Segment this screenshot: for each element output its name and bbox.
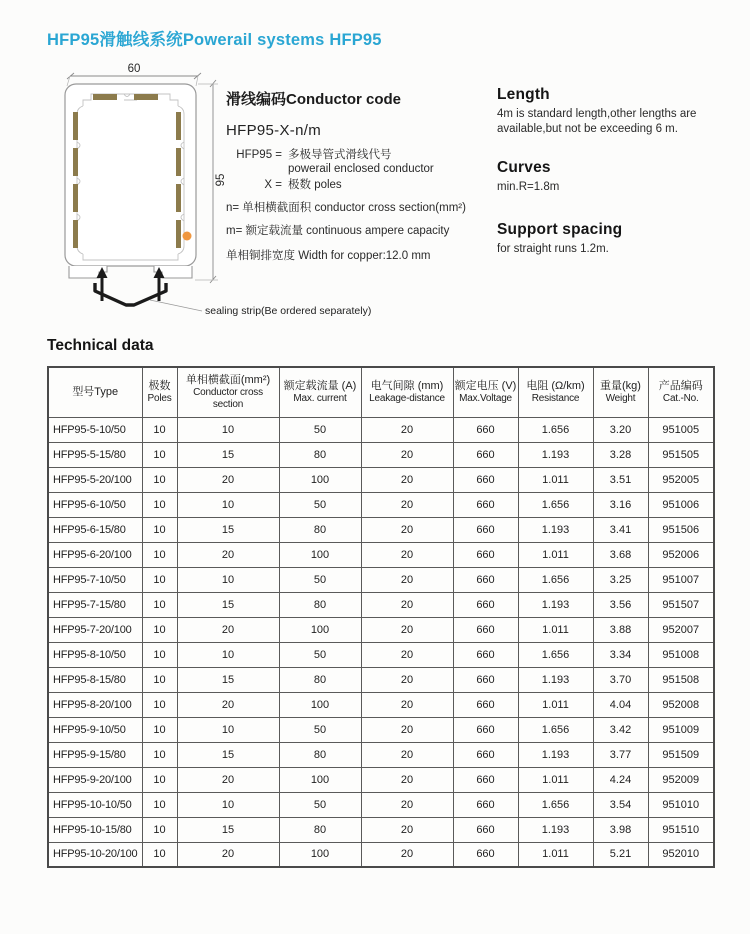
cell-cat-no: 951510 — [648, 817, 714, 842]
cell-resistance: 1.193 — [518, 667, 593, 692]
cell-poles: 10 — [142, 592, 177, 617]
cell-cross-section: 15 — [177, 742, 279, 767]
cell-resistance: 1.656 — [518, 417, 593, 442]
column-header-cat-no — [648, 367, 714, 417]
table-row — [48, 742, 714, 767]
cell-voltage: 660 — [453, 567, 518, 592]
cell-cat-no: 952009 — [648, 767, 714, 792]
table-row — [48, 717, 714, 742]
cell-resistance: 1.193 — [518, 742, 593, 767]
cell-max-current: 50 — [279, 642, 361, 667]
conductor-code-formula: HFP95-X-n/m — [226, 122, 321, 139]
cell-cat-no: 951006 — [648, 492, 714, 517]
column-header-zh: 额定电压 (V) — [454, 379, 517, 392]
cell-leakage: 20 — [361, 717, 453, 742]
column-header-en: Weight — [605, 392, 636, 404]
cell-leakage: 20 — [361, 517, 453, 542]
length-title: Length — [497, 86, 550, 103]
height-dim-label: 95 — [215, 173, 227, 187]
cell-cross-section: 15 — [177, 817, 279, 842]
cell-leakage: 20 — [361, 817, 453, 842]
cell-type: HFP95-7-10/50 — [48, 567, 142, 592]
cell-type: HFP95-5-10/50 — [48, 417, 142, 442]
table-row — [48, 417, 714, 442]
cell-resistance: 1.193 — [518, 817, 593, 842]
cell-cat-no: 951007 — [648, 567, 714, 592]
cell-cross-section: 10 — [177, 642, 279, 667]
cell-resistance: 1.011 — [518, 842, 593, 867]
cell-weight: 3.88 — [593, 617, 648, 642]
cell-type: HFP95-9-15/80 — [48, 742, 142, 767]
cell-cat-no: 952010 — [648, 842, 714, 867]
cell-cat-no: 952005 — [648, 467, 714, 492]
cell-max-current: 100 — [279, 542, 361, 567]
cell-leakage: 20 — [361, 542, 453, 567]
cell-voltage: 660 — [453, 817, 518, 842]
cell-type: HFP95-9-20/100 — [48, 767, 142, 792]
cell-max-current: 80 — [279, 817, 361, 842]
column-header-cross-section — [177, 367, 279, 417]
cell-resistance: 1.011 — [518, 617, 593, 642]
cell-leakage: 20 — [361, 492, 453, 517]
cell-cat-no: 951005 — [648, 417, 714, 442]
column-header-en: Conductor cross section — [193, 386, 263, 410]
cell-max-current: 50 — [279, 717, 361, 742]
cell-max-current: 50 — [279, 567, 361, 592]
cell-weight: 5.21 — [593, 842, 648, 867]
cell-voltage: 660 — [453, 592, 518, 617]
cell-leakage: 20 — [361, 792, 453, 817]
cell-resistance: 1.656 — [518, 642, 593, 667]
table-header-row — [48, 367, 714, 417]
cell-cat-no: 951507 — [648, 592, 714, 617]
cell-resistance: 1.011 — [518, 767, 593, 792]
cell-resistance: 1.656 — [518, 567, 593, 592]
cell-resistance: 1.193 — [518, 517, 593, 542]
length-body: 4m is standard length,other lengths are available,but not be exceeding 6 m. — [497, 108, 697, 135]
cell-poles: 10 — [142, 567, 177, 592]
column-header-zh: 额定载流量 (A) — [283, 379, 357, 392]
table-row — [48, 792, 714, 817]
cell-type: HFP95-10-20/100 — [48, 842, 142, 867]
cell-cross-section: 10 — [177, 567, 279, 592]
curves-title: Curves — [497, 158, 551, 176]
cell-cross-section: 20 — [177, 842, 279, 867]
cell-max-current: 100 — [279, 617, 361, 642]
def-text-x: 极数 poles — [288, 178, 342, 191]
column-header-resistance — [518, 367, 593, 417]
table-row — [48, 667, 714, 692]
cell-voltage: 660 — [453, 642, 518, 667]
cell-poles: 10 — [142, 417, 177, 442]
def-text-hfp95-zh: 多极导管式滑线代号 — [288, 149, 392, 161]
cell-voltage: 660 — [453, 717, 518, 742]
table-row — [48, 767, 714, 792]
table-row — [48, 492, 714, 517]
cell-resistance: 1.656 — [518, 717, 593, 742]
cell-weight: 3.98 — [593, 817, 648, 842]
cell-cross-section: 20 — [177, 617, 279, 642]
cell-cat-no: 952007 — [648, 617, 714, 642]
technical-table — [47, 366, 715, 868]
cell-poles: 10 — [142, 717, 177, 742]
table-row — [48, 817, 714, 842]
cell-leakage: 20 — [361, 567, 453, 592]
column-header-en: Leakage-distance — [369, 392, 445, 404]
cell-resistance: 1.011 — [518, 542, 593, 567]
cell-weight: 3.16 — [593, 492, 648, 517]
cell-cross-section: 15 — [177, 442, 279, 467]
cell-voltage: 660 — [453, 692, 518, 717]
table-row — [48, 692, 714, 717]
cell-weight: 3.25 — [593, 567, 648, 592]
cell-max-current: 80 — [279, 442, 361, 467]
cell-cross-section: 10 — [177, 792, 279, 817]
table-row — [48, 542, 714, 567]
cell-voltage: 660 — [453, 667, 518, 692]
cell-poles: 10 — [142, 842, 177, 867]
cell-type: HFP95-10-10/50 — [48, 792, 142, 817]
cell-leakage: 20 — [361, 417, 453, 442]
cell-cross-section: 15 — [177, 592, 279, 617]
cell-weight: 3.42 — [593, 717, 648, 742]
cell-voltage: 660 — [453, 442, 518, 467]
column-header-weight — [593, 367, 648, 417]
cell-weight: 3.34 — [593, 642, 648, 667]
info-column — [497, 86, 747, 257]
cell-max-current: 50 — [279, 492, 361, 517]
cell-cat-no: 951506 — [648, 517, 714, 542]
table-row — [48, 617, 714, 642]
column-header-zh: 单相横截面(mm²) — [185, 373, 271, 386]
technical-data-heading: Technical data — [47, 337, 154, 354]
cell-max-current: 100 — [279, 692, 361, 717]
table-row — [48, 592, 714, 617]
column-header-zh: 极数 — [148, 379, 171, 392]
cell-weight: 3.20 — [593, 417, 648, 442]
curves-section — [497, 159, 747, 195]
cell-leakage: 20 — [361, 642, 453, 667]
cell-weight: 3.28 — [593, 442, 648, 467]
cell-leakage: 20 — [361, 442, 453, 467]
cell-cross-section: 10 — [177, 717, 279, 742]
cell-leakage: 20 — [361, 742, 453, 767]
cell-type: HFP95-10-15/80 — [48, 817, 142, 842]
column-header-zh: 电气间隙 (mm) — [370, 379, 444, 392]
cell-cat-no: 952008 — [648, 692, 714, 717]
table-row — [48, 842, 714, 867]
sealing-leader-line — [150, 300, 202, 311]
table-row — [48, 642, 714, 667]
cell-max-current: 50 — [279, 417, 361, 442]
cell-cat-no: 951508 — [648, 667, 714, 692]
table-row — [48, 442, 714, 467]
cell-poles: 10 — [142, 467, 177, 492]
cell-poles: 10 — [142, 792, 177, 817]
width-dimension — [67, 63, 201, 86]
cell-cat-no: 951509 — [648, 742, 714, 767]
sealing-strip-label: sealing strip(Be ordered separately) — [205, 305, 372, 317]
column-header-type — [48, 367, 142, 417]
cell-leakage: 20 — [361, 842, 453, 867]
cell-poles: 10 — [142, 492, 177, 517]
cell-resistance: 1.193 — [518, 442, 593, 467]
cell-type: HFP95-8-20/100 — [48, 692, 142, 717]
cell-weight: 3.54 — [593, 792, 648, 817]
cell-max-current: 100 — [279, 767, 361, 792]
sealing-strip — [95, 267, 166, 305]
def-label-hfp95: HFP95 = — [236, 149, 282, 161]
cell-voltage: 660 — [453, 542, 518, 567]
cell-type: HFP95-7-20/100 — [48, 617, 142, 642]
conductor-code-definitions — [226, 148, 501, 192]
cell-type: HFP95-6-15/80 — [48, 517, 142, 542]
cell-voltage: 660 — [453, 467, 518, 492]
cell-poles: 10 — [142, 617, 177, 642]
cell-cross-section: 20 — [177, 767, 279, 792]
cell-weight: 3.51 — [593, 467, 648, 492]
height-dimension — [195, 80, 227, 283]
column-header-en: Max.Voltage — [459, 392, 512, 404]
column-header-en: Cat.-No. — [662, 392, 699, 404]
column-header-leakage — [361, 367, 453, 417]
conductor-code-heading: 滑线编码Conductor code — [226, 91, 401, 108]
conductor-code-block — [226, 88, 501, 263]
table-row — [48, 467, 714, 492]
cell-cat-no: 951010 — [648, 792, 714, 817]
width-dim-label: 60 — [127, 63, 141, 75]
cell-voltage: 660 — [453, 767, 518, 792]
cell-type: HFP95-6-20/100 — [48, 542, 142, 567]
cell-poles: 10 — [142, 442, 177, 467]
page-title: HFP95滑触线系统Powerail systems HFP95 — [47, 31, 382, 49]
cell-max-current: 80 — [279, 667, 361, 692]
cell-poles: 10 — [142, 642, 177, 667]
cell-cross-section: 10 — [177, 492, 279, 517]
support-spacing-section — [497, 221, 747, 257]
cell-leakage: 20 — [361, 467, 453, 492]
cell-weight: 3.77 — [593, 742, 648, 767]
column-header-voltage — [453, 367, 518, 417]
cell-voltage: 660 — [453, 492, 518, 517]
column-header-poles — [142, 367, 177, 417]
cell-resistance: 1.656 — [518, 492, 593, 517]
cell-leakage: 20 — [361, 617, 453, 642]
cell-poles: 10 — [142, 542, 177, 567]
cell-cat-no: 951009 — [648, 717, 714, 742]
cell-weight: 4.04 — [593, 692, 648, 717]
cell-voltage: 660 — [453, 792, 518, 817]
cell-voltage: 660 — [453, 517, 518, 542]
cell-voltage: 660 — [453, 742, 518, 767]
cell-leakage: 20 — [361, 592, 453, 617]
orange-marker-dot — [183, 232, 192, 241]
cell-resistance: 1.656 — [518, 792, 593, 817]
cell-type: HFP95-8-10/50 — [48, 642, 142, 667]
rail-feet — [69, 266, 192, 278]
def-text-hfp95 — [282, 148, 434, 177]
cell-cross-section: 10 — [177, 417, 279, 442]
cell-weight: 4.24 — [593, 767, 648, 792]
def-label-x: X = — [264, 178, 282, 191]
cell-resistance: 1.193 — [518, 592, 593, 617]
table-row — [48, 517, 714, 542]
curves-body: min.R=1.8m — [497, 180, 560, 193]
cell-poles: 10 — [142, 767, 177, 792]
cell-leakage: 20 — [361, 667, 453, 692]
cell-weight: 3.68 — [593, 542, 648, 567]
column-header-zh: 产品编码 — [658, 379, 703, 392]
cell-type: HFP95-7-15/80 — [48, 592, 142, 617]
cell-resistance: 1.011 — [518, 692, 593, 717]
cell-voltage: 660 — [453, 617, 518, 642]
cell-leakage: 20 — [361, 767, 453, 792]
cell-voltage: 660 — [453, 842, 518, 867]
cell-max-current: 100 — [279, 467, 361, 492]
column-header-en: Resistance — [531, 392, 580, 404]
cell-type: HFP95-6-10/50 — [48, 492, 142, 517]
cell-max-current: 80 — [279, 742, 361, 767]
cell-cat-no: 951008 — [648, 642, 714, 667]
cell-cross-section: 15 — [177, 667, 279, 692]
cell-cross-section: 20 — [177, 467, 279, 492]
code-line-n: n= 单相横截面积 conductor cross section(mm²) — [226, 202, 466, 215]
cell-type: HFP95-5-15/80 — [48, 442, 142, 467]
cell-max-current: 80 — [279, 592, 361, 617]
def-text-hfp95-en: powerail enclosed conductor — [288, 163, 434, 176]
cell-poles: 10 — [142, 517, 177, 542]
length-section — [497, 86, 747, 137]
cell-weight: 3.70 — [593, 667, 648, 692]
column-header-zh: 重量(kg) — [600, 379, 641, 392]
cell-type: HFP95-5-20/100 — [48, 467, 142, 492]
cell-type: HFP95-9-10/50 — [48, 717, 142, 742]
cell-cat-no: 952006 — [648, 542, 714, 567]
cell-max-current: 80 — [279, 517, 361, 542]
column-header-zh: 型号Type — [72, 385, 119, 398]
column-header-en: Poles — [147, 392, 172, 404]
cell-poles: 10 — [142, 692, 177, 717]
cell-cross-section: 20 — [177, 542, 279, 567]
cell-resistance: 1.011 — [518, 467, 593, 492]
cell-cross-section: 15 — [177, 517, 279, 542]
cell-voltage: 660 — [453, 417, 518, 442]
cell-leakage: 20 — [361, 692, 453, 717]
cell-type: HFP95-8-15/80 — [48, 667, 142, 692]
cell-max-current: 100 — [279, 842, 361, 867]
cell-cross-section: 20 — [177, 692, 279, 717]
cell-weight: 3.41 — [593, 517, 648, 542]
code-line-copper-width: 单相铜排宽度 Width for copper:12.0 mm — [226, 250, 431, 263]
column-header-zh: 电阻 (Ω/km) — [526, 379, 585, 392]
cell-poles: 10 — [142, 667, 177, 692]
table-row — [48, 567, 714, 592]
column-header-en: Max. current — [293, 392, 347, 404]
cell-weight: 3.56 — [593, 592, 648, 617]
column-header-max-current — [279, 367, 361, 417]
cell-poles: 10 — [142, 817, 177, 842]
cell-max-current: 50 — [279, 792, 361, 817]
support-spacing-body: for straight runs 1.2m. — [497, 242, 609, 255]
support-spacing-title: Support spacing — [497, 220, 623, 238]
code-line-m: m= 额定载流量 continuous ampere capacity — [226, 225, 450, 238]
cell-poles: 10 — [142, 742, 177, 767]
cell-cat-no: 951505 — [648, 442, 714, 467]
